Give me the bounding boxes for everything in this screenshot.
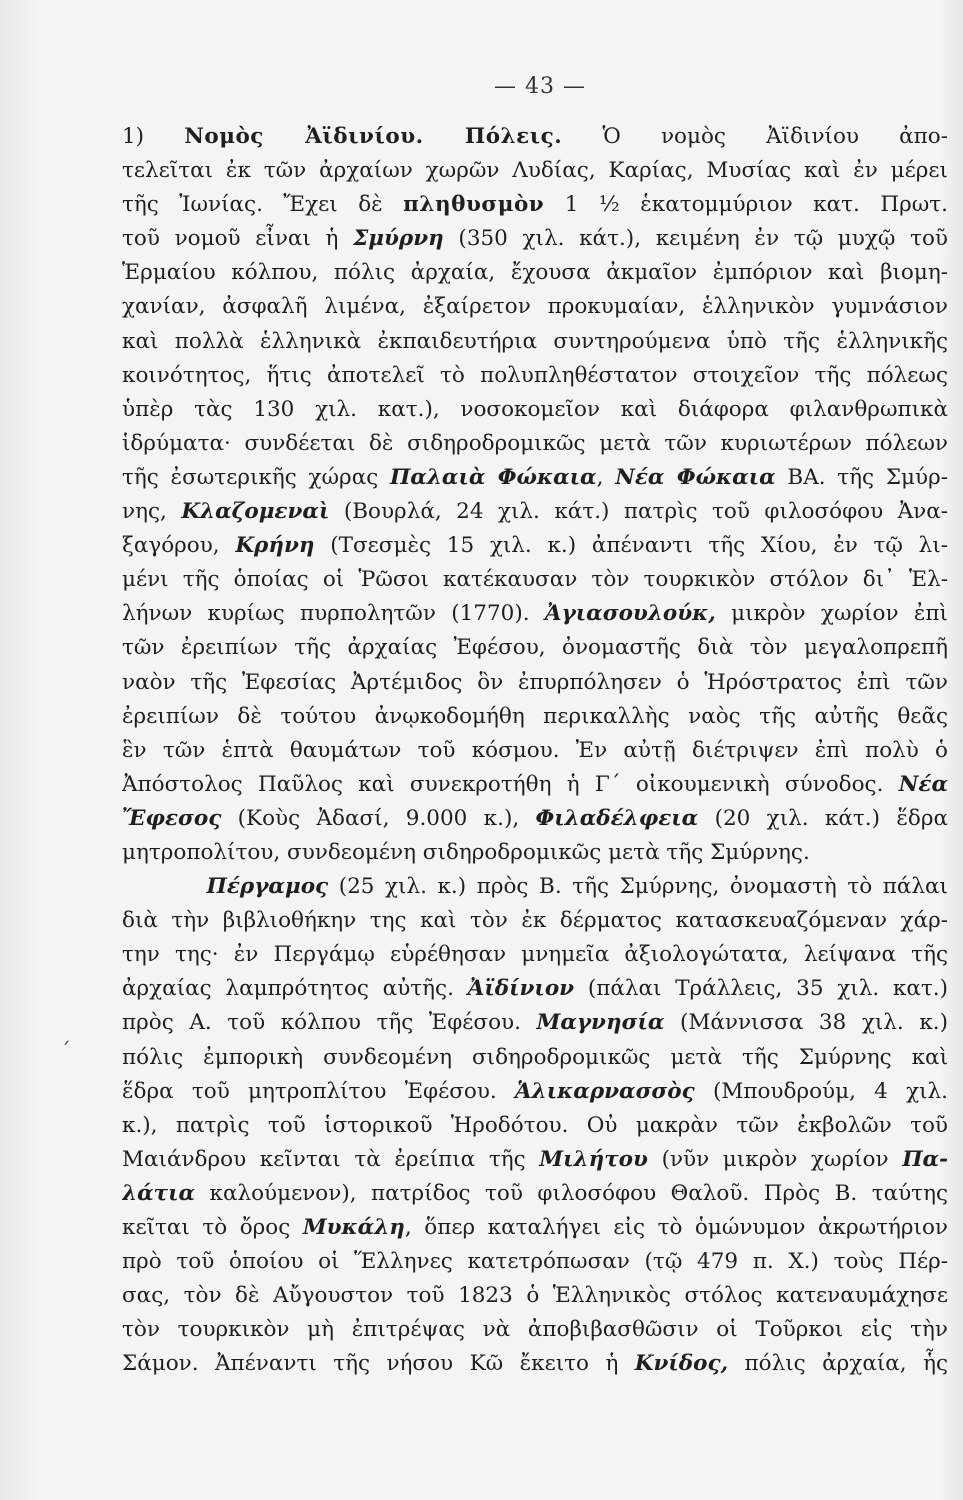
emphasized-place-name: Κνίδος, — [634, 1351, 729, 1377]
text-run: τὸν τουρκικὸν μὴ ἐπιτρέψας νὰ ἀποβιβασθῶσιν οἱ Τοῦρκοι εἰς τὴν — [122, 1317, 948, 1343]
emphasized-place-name: πληθυσμὸν — [403, 192, 545, 218]
text-run: πόλις ἐμπορικὴ συνδεομένη σιδηροδρομικῶς μετὰ τῆς Σμύρνης καὶ — [122, 1044, 948, 1070]
text-line — [122, 597, 948, 631]
text-line — [122, 563, 948, 597]
text-run: Ὁ νομὸς Ἀϊδινίου ἀπο- — [562, 124, 948, 149]
text-line — [122, 325, 948, 359]
text-run: πρὸ τοῦ ὁποίου οἱ Ἕλληνες κατετρόπωσαν (τῷ 479 π. Χ.) τοὺς Πέρ- — [122, 1249, 948, 1275]
text-line — [122, 1245, 948, 1279]
text-run: (25 χιλ. κ.) πρὸς Β. τῆς Σμύρνης, ὀνομαστὴ τὸ πάλαι — [328, 874, 948, 900]
text-line — [122, 802, 948, 836]
text-line — [122, 461, 948, 495]
text-run: ξαγόρου, — [122, 533, 236, 559]
text-line — [122, 734, 948, 768]
text-run: πόλις ἀρχαία, ἧς — [728, 1351, 948, 1377]
text-run: Ἑρμαίου κόλπου, πόλις ἀρχαία, ἔχουσα ἀκμαῖον ἐμπόριον καὶ βιομη- — [122, 260, 948, 286]
text-run: (350 χιλ. κάτ.), κειμένη ἐν τῷ μυχῷ τοῦ — [443, 226, 948, 252]
emphasized-place-name: Πέργαμος — [206, 874, 329, 900]
emphasized-place-name: Νέα — [898, 771, 948, 797]
text-run — [122, 874, 207, 899]
emphasized-place-name: Ἀγιασουλούκ, — [544, 601, 716, 627]
text-run: ἓν τῶν ἑπτὰ θαυμάτων τοῦ κόσμου. Ἐν αὐτῇ διέτριψεν ἐπὶ πολὺ ὁ — [122, 737, 948, 763]
text-run: (Μπουδρούμ, 4 χιλ. — [694, 1078, 948, 1104]
margin-tick-mark: ˊ — [60, 1040, 71, 1065]
text-run: ἕδρα τοῦ μητροπλίτου Ἐφέσου. — [122, 1078, 515, 1104]
text-line — [122, 972, 948, 1006]
text-run: τῆς ἐσωτερικῆς χώρας — [122, 464, 390, 490]
text-run: (Κοὺς Ἀδασί, 9.000 κ.), — [221, 805, 536, 831]
text-run: κοινότητος, ἥτις ἀποτελεῖ τὸ πολυπληθέστατον στοιχεῖον τῆς πόλεως — [122, 362, 948, 388]
text-line — [122, 256, 948, 290]
text-line — [122, 1075, 948, 1109]
text-line — [122, 1211, 948, 1245]
text-line — [122, 495, 948, 529]
text-run: μικρὸν χωρίον ἐπὶ — [715, 601, 948, 627]
text-run: (20 χιλ. κάτ.) ἕδρα — [698, 805, 948, 831]
text-line — [122, 1109, 948, 1143]
text-run: τῆς Ἰωνίας. Ἔχει δὲ — [122, 192, 404, 218]
text-line — [122, 938, 948, 972]
emphasized-place-name: Ἔφεσος — [122, 805, 222, 831]
emphasized-place-name: Κλαζομεναὶ — [181, 499, 330, 525]
text-run: τοῦ νομοῦ εἶναι ἡ — [122, 226, 354, 252]
text-run: (Τσεσμὲς 15 χιλ. κ.) ἀπέναντι τῆς Χίου, ἐν τῷ λι- — [314, 533, 948, 559]
text-run: νης, — [122, 499, 182, 525]
text-line — [122, 768, 948, 802]
text-line — [122, 1041, 948, 1075]
text-line — [122, 188, 948, 222]
page-number: — 43 — — [494, 74, 586, 99]
text-line — [122, 1313, 948, 1347]
text-line — [122, 870, 948, 904]
text-run: την της· ἐν Περγάμῳ εὑρέθησαν μνημεῖα ἀξιολογώτατα, λείψανα τῆς — [122, 942, 948, 968]
text-run: διὰ τὴν βιβλιοθήκην της καὶ τὸν ἐκ δέρματος κατασκευαζόμεναν χάρ- — [122, 908, 948, 934]
text-line — [122, 1143, 948, 1177]
text-run: 1 ½ ἑκατομμύριον κατ. Πρωτ. — [544, 192, 948, 218]
text-line — [122, 666, 948, 700]
text-run: σας, τὸν δὲ Αὔγουστον τοῦ 1823 ὁ Ἑλληνικὸς στόλος κατεναυμάχησε — [122, 1283, 948, 1309]
text-run: (πάλαι Τράλλεις, 35 χιλ. κατ.) — [574, 976, 948, 1002]
text-line — [122, 393, 948, 427]
emphasized-place-name: Νομὸς Ἀϊδινίου. Πόλεις. — [184, 124, 563, 149]
text-line — [122, 904, 948, 938]
emphasized-place-name: Σμύρνη — [353, 226, 444, 252]
text-line — [122, 1347, 948, 1381]
text-line — [122, 120, 948, 154]
text-line — [122, 1177, 948, 1211]
text-run: ἐρειπίων δὲ τούτου ἀνῳκοδομήθη περικαλλὴς ναὸς τῆς αὐτῆς θεᾶς — [122, 703, 948, 729]
emphasized-place-name: Μυκάλη — [302, 1215, 405, 1240]
text-run: πρὸς Α. τοῦ κόλπου τῆς Ἐφέσου. — [122, 1010, 537, 1036]
emphasized-place-name: Μιλήτου — [539, 1146, 648, 1172]
text-run: ἀρχαίας λαμπρότητος αὐτῆς. — [122, 976, 468, 1002]
text-line — [122, 836, 948, 870]
text-run: κεῖται τὸ ὄρος — [122, 1215, 303, 1240]
emphasized-place-name: Πα- — [902, 1146, 948, 1172]
body-text — [122, 120, 948, 1381]
text-line — [122, 222, 948, 256]
emphasized-place-name: Παλαιὰ Φώκαια — [389, 464, 597, 490]
text-run: ναὸν τῆς Ἐφεσίας Ἀρτέμιδος ὃν ἐπυρπόλησεν ὁ Ἡρόστρατος ἐπὶ τῶν — [122, 669, 948, 695]
text-run: τελεῖται ἐκ τῶν ἀρχαίων χωρῶν Λυδίας, Καρίας, Μυσίας καὶ ἐν μέρει — [122, 158, 948, 184]
emphasized-place-name: Ἁλικαρνασσὸς — [515, 1078, 695, 1104]
text-run: Μαιάνδρου κεῖνται τὰ ἐρείπια τῆς — [122, 1146, 540, 1172]
text-run: λήνων κυρίως πυρπολητῶν (1770). — [122, 601, 545, 627]
text-line — [122, 1006, 948, 1040]
text-run: ἱδρύματα· συνδέεται δὲ σιδηροδρομικῶς μετὰ τῶν κυριωτέρων πόλεων — [122, 430, 948, 456]
emphasized-place-name: Φιλαδέλφεια — [535, 805, 699, 831]
text-line — [122, 700, 948, 734]
emphasized-place-name: Μαγνησία — [536, 1010, 665, 1036]
text-run: (Βουρλά, 24 χιλ. κάτ.) πατρὶς τοῦ φιλοσόφου Ἀνα- — [329, 499, 948, 525]
text-run: χανίαν, ἀσφαλῆ λιμένα, ἐξαίρετον προκυμαίαν, ἑλληνικὸν γυμνάσιον — [122, 294, 948, 320]
text-run: μένι τῆς ὁποίας οἱ Ῥῶσοι κατέκαυσαν τὸν τουρκικὸν στόλον δι᾽ Ἑλ- — [122, 567, 948, 593]
text-line — [122, 290, 948, 324]
text-run: μητροπολίτου, συνδεομένη σιδηροδρομικῶς μετὰ τῆς Σμύρνης. — [122, 839, 810, 865]
text-run: ὑπὲρ τὰς 130 χιλ. κατ.), νοσοκομεῖον καὶ διάφορα φιλανθρωπικὰ — [122, 396, 948, 422]
text-run: Σάμον. Ἀπέναντι τῆς νήσου Κῶ ἔκειτο ἡ — [122, 1351, 635, 1377]
text-run: κ.), πατρὶς τοῦ ἱστορικοῦ Ἡροδότου. Οὐ μακρὰν τῶν ἐκβολῶν τοῦ — [122, 1112, 948, 1138]
text-run: καλούμενον), πατρίδος τοῦ φιλοσόφου Θαλοῦ. Πρὸς Β. ταύτης — [195, 1180, 948, 1206]
emphasized-place-name: λάτια — [122, 1180, 196, 1206]
text-run: Ἀπόστολος Παῦλος καὶ συνεκροτήθη ἡ Γ´ οἰκουμενικὴ σύνοδος. — [122, 771, 899, 797]
text-line — [122, 529, 948, 563]
text-line — [122, 154, 948, 188]
text-run: τῶν ἐρειπίων τῆς ἀρχαίας Ἐφέσου, ὀνομαστῆς διὰ τὸν μεγαλοπρεπῆ — [122, 635, 948, 661]
text-run: (νῦν μικρὸν χωρίον — [647, 1146, 903, 1172]
text-run: καὶ πολλὰ ἑλληνικὰ ἐκπαιδευτήρια συντηρούμενα ὑπὸ τῆς ἑλληνικῆς — [122, 328, 948, 354]
text-run: 1) — [122, 124, 185, 149]
emphasized-place-name: Ἀϊδίνιον — [467, 976, 575, 1002]
text-run: , — [596, 464, 616, 490]
emphasized-place-name: Νέα Φώκαια — [615, 464, 776, 490]
text-line — [122, 1279, 948, 1313]
emphasized-place-name: Κρήνη — [235, 533, 315, 559]
text-run: (Μάννισσα 38 χιλ. κ.) — [664, 1010, 948, 1036]
text-line — [122, 427, 948, 461]
text-run: , ὅπερ καταλήγει εἰς τὸ ὁμώνυμον ἀκρωτήριον — [404, 1215, 948, 1240]
text-line — [122, 631, 948, 665]
text-run: ΒΑ. τῆς Σμύρ- — [775, 464, 948, 490]
text-line — [122, 359, 948, 393]
